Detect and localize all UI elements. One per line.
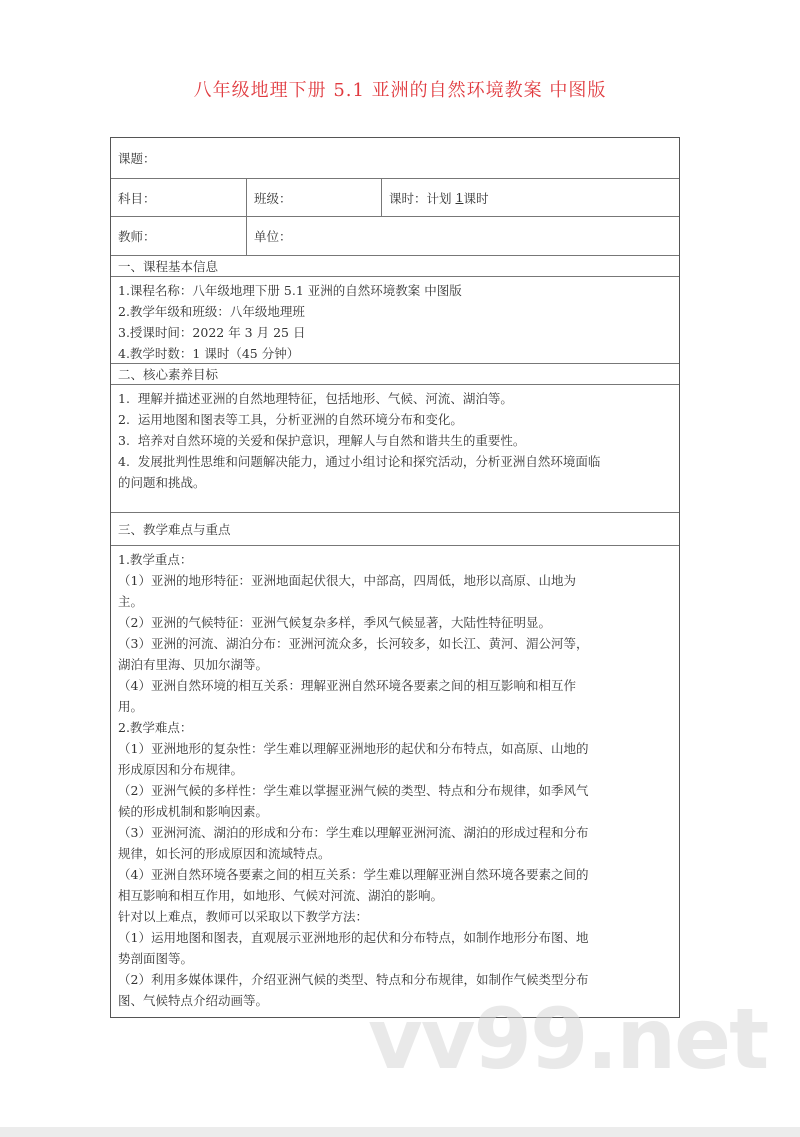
teacher-cell: 教师： <box>118 229 156 244</box>
text-line: （4）亚洲自然环境的相互关系：理解亚洲自然环境各要素之间的相互影响和相互作 <box>118 678 576 693</box>
page-bottom-strip <box>0 1127 800 1137</box>
section-heading: 一、课程基本信息 <box>118 259 219 274</box>
text-line: 候的形成机制和影响因素。 <box>118 804 269 819</box>
section-body <box>111 385 679 512</box>
text-line: 势剖面图等。 <box>118 951 194 966</box>
section-heading-row <box>111 364 679 385</box>
hours-label: 课时：计划 <box>389 190 452 206</box>
text-line: 3.授课时间：2022 年 3 月 25 日 <box>118 325 306 340</box>
text-line: 主。 <box>118 594 144 609</box>
text-line: 的问题和挑战。 <box>118 475 206 490</box>
lesson-plan-table <box>110 137 680 1018</box>
subject-row <box>111 179 679 217</box>
topic-row <box>111 138 679 179</box>
text-line: （2）亚洲的气候特征：亚洲气候复杂多样，季风气候显著，大陆性特征明显。 <box>118 615 551 630</box>
section-heading-row <box>111 513 679 546</box>
section-body-row <box>111 385 679 513</box>
text-line: 规律，如长河的形成原因和流域特点。 <box>118 846 331 861</box>
text-line: （1）运用地图和图表，直观展示亚洲地形的起伏和分布特点，如制作地形分布图、地 <box>118 930 589 945</box>
document-title: 八年级地理下册 5.1 亚洲的自然环境教案 中图版 <box>193 80 607 101</box>
text-line: 2.教学难点： <box>118 720 193 735</box>
text-line: （1）亚洲的地形特征：亚洲地面起伏很大，中部高，四周低，地形以高原、山地为 <box>118 573 576 588</box>
section-body-row <box>111 277 679 364</box>
text-line: 形成原因和分布规律。 <box>118 762 244 777</box>
text-line: 1.课程名称：八年级地理下册 5.1 亚洲的自然环境教案 中图版 <box>118 283 462 298</box>
text-line: 相互影响和相互作用，如地形、气候对河流、湖泊的影响。 <box>118 888 444 903</box>
hours-cell <box>381 179 679 216</box>
hours-value: 1 <box>455 190 464 205</box>
section-heading-row <box>111 256 679 277</box>
text-line: 图、气候特点介绍动画等。 <box>118 993 269 1008</box>
text-line: 针对以上难点，教师可以采取以下教学方法： <box>118 909 369 924</box>
section-body-row <box>111 546 679 1017</box>
text-line: 1. 理解并描述亚洲的自然地理特征，包括地形、气候、河流、湖泊等。 <box>118 391 513 406</box>
topic-cell: 课题： <box>118 151 156 166</box>
class-cell: 班级： <box>246 179 381 216</box>
subject-cell: 科目： <box>118 190 156 206</box>
text-line: 1.教学重点： <box>118 552 193 567</box>
text-line: 湖泊有里海、贝加尔湖等。 <box>118 657 269 672</box>
text-line: 2.教学年级和班级：八年级地理班 <box>118 304 305 319</box>
hours-unit: 课时 <box>463 190 489 206</box>
text-line: （3）亚洲的河流、湖泊分布：亚洲河流众多，长河较多，如长江、黄河、湄公河等， <box>118 636 589 651</box>
section-body <box>111 546 679 1017</box>
unit-cell: 单位： <box>246 217 679 255</box>
text-line: （2）利用多媒体课件，介绍亚洲气候的类型、特点和分布规律，如制作气候类型分布 <box>118 972 589 987</box>
text-line: 4. 发展批判性思维和问题解决能力，通过小组讨论和探究活动，分析亚洲自然环境面临 <box>118 454 601 469</box>
text-line: 3. 培养对自然环境的关爱和保护意识，理解人与自然和谐共生的重要性。 <box>118 433 526 448</box>
watermark: vv99.net <box>368 990 768 1088</box>
text-line: （3）亚洲河流、湖泊的形成和分布：学生难以理解亚洲河流、湖泊的形成过程和分布 <box>118 825 589 840</box>
text-line: （1）亚洲地形的复杂性：学生难以理解亚洲地形的起伏和分布特点，如高原、山地的 <box>118 741 589 756</box>
text-line: 用。 <box>118 699 144 714</box>
text-line: （4）亚洲自然环境各要素之间的相互关系：学生难以理解亚洲自然环境各要素之间的 <box>118 867 589 882</box>
section-heading: 三、教学难点与重点 <box>118 522 231 537</box>
teacher-row <box>111 217 679 256</box>
text-line: （2）亚洲气候的多样性：学生难以掌握亚洲气候的类型、特点和分布规律，如季风气 <box>118 783 589 798</box>
text-line: 4.教学时数：1 课时（45 分钟） <box>118 346 300 361</box>
section-body <box>111 277 679 363</box>
section-heading: 二、核心素养目标 <box>118 367 219 382</box>
text-line: 2. 运用地图和图表等工具，分析亚洲的自然环境分布和变化。 <box>118 412 463 427</box>
